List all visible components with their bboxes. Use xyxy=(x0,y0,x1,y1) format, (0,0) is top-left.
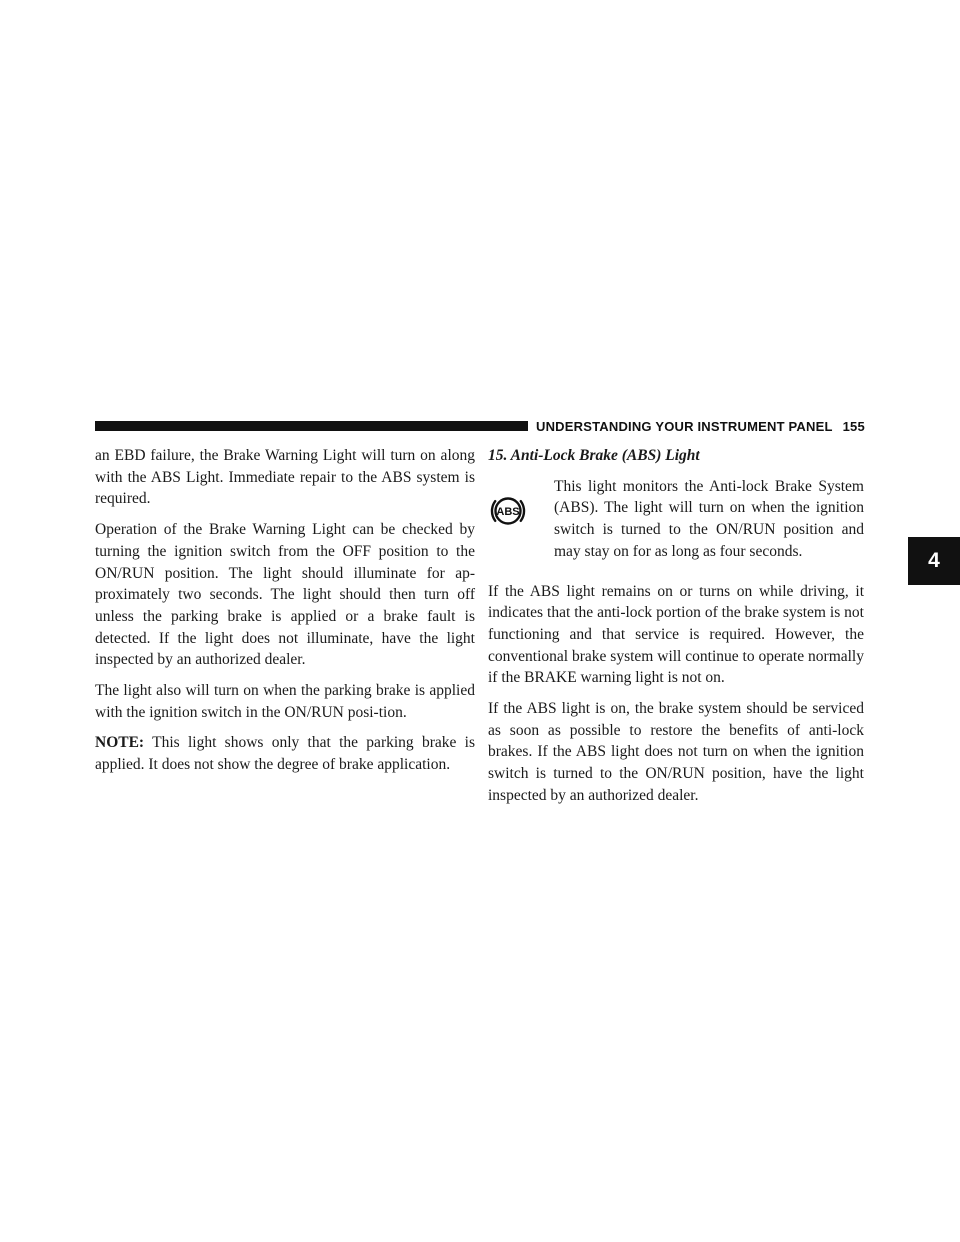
note-text: This light shows only that the parking brake is applied. It does not show the degree of brake application. xyxy=(95,734,475,774)
abs-icon-block xyxy=(488,476,864,572)
paragraph-parking-brake: The light also will turn on when the parking brake is applied with the ignition switch in the ON/RUN posi-tion. xyxy=(95,682,475,721)
running-header xyxy=(536,419,865,434)
abs-icon-label: ABS xyxy=(496,505,520,518)
header-rule xyxy=(95,421,528,431)
paragraph-abs-service: If the ABS light is on, the brake system should be serviced as soon as possible to restore the benefits of anti-lock brakes. If the ABS light does not turn on when the ignition switch is turned to the ON/RUN position, have the light inspected by an authorized dealer. xyxy=(488,700,864,804)
page-number: 155 xyxy=(842,419,865,434)
abs-warning-icon xyxy=(488,476,554,540)
left-column xyxy=(95,445,475,785)
abs-icon-svg xyxy=(488,491,528,531)
paragraph-ebd-failure: an EBD failure, the Brake Warning Light will turn on along with the ABS Light. Immediate repair to the ABS system is required. xyxy=(95,447,475,508)
note-label: NOTE: xyxy=(95,734,145,752)
note-paragraph xyxy=(95,732,475,775)
paragraph-abs-remains-on: If the ABS light remains on or turns on while driving, it indicates that the anti-lock portion of the brake system is not functioning and that service is required. However, the conventional brake system will continue to operate normally if the BRAKE warning light is not on. xyxy=(488,582,864,687)
paragraph-brake-check: Operation of the Brake Warning Light can be checked by turning the ignition switch from the OFF position to the ON/RUN position. The light should illuminate for ap-proximately two seconds. The light should then turn off unless the parking brake is applied or a brake fault is detected. If the light does not illuminate, have the light inspected by an authorized dealer. xyxy=(95,521,475,669)
chapter-tab: 4 xyxy=(908,537,960,585)
right-column xyxy=(488,445,864,816)
header-title: UNDERSTANDING YOUR INSTRUMENT PANEL xyxy=(536,419,833,434)
section-heading: 15. Anti-Lock Brake (ABS) Light xyxy=(488,447,700,464)
paragraph-abs-monitor: This light monitors the Anti-lock Brake System (ABS). The light will turn on when the ignition switch is turned to the ON/RUN position and may stay on for as long as four seconds. xyxy=(554,477,864,560)
